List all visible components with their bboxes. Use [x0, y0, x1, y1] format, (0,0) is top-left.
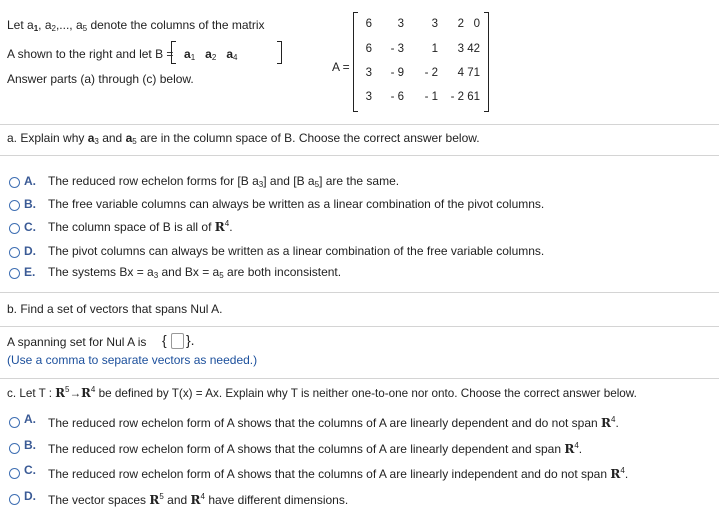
radio-c-option-c[interactable]: [9, 468, 20, 479]
matrix-cell: 1: [431, 43, 438, 55]
intro-text: ,..., a: [55, 18, 83, 32]
matrix-cell: 6: [365, 18, 372, 30]
space-symbol: R: [81, 386, 91, 400]
option-letter: E.: [24, 265, 36, 279]
space-symbol: R: [149, 493, 160, 507]
opt-text: The reduced row echelon form of A shows that the columns of A are linearly dependent and do not span: [48, 416, 598, 430]
open-brace: {: [162, 332, 167, 348]
opt-text: .: [578, 442, 583, 456]
opt-text: have different dimensions.: [208, 493, 349, 507]
sub: 5: [219, 271, 224, 280]
b-matrix-columns: [184, 47, 237, 61]
part-c-question: [7, 386, 637, 400]
radio-a-option-c[interactable]: [9, 223, 20, 234]
matrix-cell: 2: [457, 18, 464, 30]
q-text: and: [102, 131, 123, 145]
intro-text: A shown to the right and let B =: [7, 47, 174, 61]
sub: 5: [82, 24, 88, 33]
nul-a-answer-input[interactable]: [171, 333, 184, 349]
sup: 4: [200, 492, 205, 501]
sub: 5: [314, 180, 320, 189]
matrix-right-bracket: [484, 12, 489, 112]
q-text: are in the column space of B. Choose the correct answer below.: [140, 131, 480, 145]
opt-text: The reduced row echelon form of A shows that the columns of A are linearly independent and do not span: [48, 467, 608, 481]
sub: 2: [211, 53, 217, 62]
part-a-option-d[interactable]: The pivot columns can always be written as a linear combination of the free variable columns.: [48, 244, 545, 258]
intro-text: Let a: [7, 18, 34, 32]
matrix-cell: 71: [467, 67, 480, 79]
option-letter: C.: [24, 463, 36, 477]
space-symbol: R: [601, 416, 612, 430]
matrix-cell: - 1: [424, 91, 438, 103]
opt-text: The vector spaces: [48, 493, 147, 507]
opt-text: .: [615, 416, 619, 430]
option-letter: D.: [24, 244, 36, 258]
sup: 4: [574, 441, 579, 450]
opt-text: .: [624, 467, 629, 481]
intro-line-3: Answer parts (a) through (c) below.: [7, 72, 194, 86]
part-a-question: [7, 131, 480, 145]
sup: 4: [620, 466, 625, 475]
sub: 1: [33, 24, 39, 33]
sub: 3: [258, 180, 264, 189]
intro-line-1: [7, 18, 265, 32]
b-col: a: [205, 47, 212, 61]
radio-a-option-a[interactable]: [9, 177, 20, 188]
part-c-option-c[interactable]: [48, 467, 628, 481]
sup: 5: [65, 385, 70, 394]
opt-text: The column space of B is all of: [48, 220, 212, 234]
matrix-cell: - 6: [390, 91, 404, 103]
radio-a-option-d[interactable]: [9, 247, 20, 258]
close-brace: }.: [186, 332, 195, 348]
matrix-cell: 42: [467, 43, 480, 55]
option-letter: C.: [24, 220, 36, 234]
sub: 4: [233, 53, 238, 62]
b-left-bracket: [171, 41, 176, 64]
q-var: a: [87, 131, 95, 145]
space-symbol: R: [190, 493, 201, 507]
sup: 4: [224, 219, 230, 228]
radio-c-option-a[interactable]: [9, 417, 20, 428]
sub: 3: [153, 271, 159, 280]
radio-c-option-d[interactable]: [9, 494, 20, 505]
part-a-option-c[interactable]: [48, 220, 233, 234]
intro-line-2: [7, 47, 173, 61]
space-symbol: R: [55, 386, 66, 400]
matrix-cell: 3: [365, 91, 372, 103]
sub: 2: [51, 24, 56, 33]
opt-text: .: [229, 220, 233, 234]
matrix-cell: - 2: [424, 67, 438, 79]
part-c-option-b[interactable]: [48, 442, 582, 456]
radio-a-option-b[interactable]: [9, 200, 20, 211]
arrow-icon: →: [69, 387, 82, 400]
matrix-label: A =: [332, 60, 350, 74]
part-b-question: b. Find a set of vectors that spans Nul A.: [7, 302, 223, 316]
b-right-bracket: [277, 41, 282, 64]
sup: 5: [159, 492, 164, 501]
divider: [0, 326, 719, 327]
divider: [0, 292, 719, 293]
option-letter: B.: [24, 438, 36, 452]
matrix-cell: 0: [473, 18, 480, 30]
option-letter: A.: [24, 412, 36, 426]
divider: [0, 124, 719, 125]
matrix-cell: - 9: [390, 67, 404, 79]
divider: [0, 378, 719, 379]
option-letter: D.: [24, 489, 36, 503]
space-symbol: R: [214, 220, 225, 234]
q-text: a. Explain why: [7, 131, 85, 145]
sup: 4: [90, 385, 96, 394]
b-col: a: [226, 47, 233, 61]
b-col: a: [184, 47, 191, 61]
matrix-cell: - 2: [450, 91, 464, 103]
opt-text: The reduced row echelon form of A shows that the columns of A are linearly dependent and span: [48, 442, 561, 456]
sup: 4: [611, 415, 616, 424]
q-text: be defined by T(x) = Ax. Explain why T is neither one-to-one nor onto. Choose the correct answer below.: [98, 387, 637, 400]
part-a-option-e[interactable]: [48, 265, 341, 279]
option-letter: A.: [24, 174, 36, 188]
matrix-cell: 3: [397, 18, 404, 30]
opt-text: and: [167, 493, 188, 507]
q-var: a: [125, 131, 133, 145]
opt-text: ] and [B a: [263, 174, 315, 188]
sub: 3: [94, 137, 99, 146]
matrix-cell: 3: [431, 18, 438, 30]
opt-text: The systems Bx = a: [48, 265, 154, 279]
opt-text: are both inconsistent.: [227, 265, 342, 279]
divider: [0, 155, 719, 156]
space-symbol: R: [564, 442, 575, 456]
radio-c-option-b[interactable]: [9, 443, 20, 454]
sub: 5: [132, 137, 137, 146]
part-b-answer-label: A spanning set for Nul A is: [7, 335, 147, 349]
intro-text: , a: [38, 18, 52, 32]
matrix-cell: 61: [467, 91, 480, 103]
space-symbol: R: [610, 467, 621, 481]
opt-text: ] are the same.: [319, 174, 400, 188]
matrix-cell: - 3: [390, 43, 404, 55]
part-b-hint: (Use a comma to separate vectors as needed.): [7, 353, 258, 367]
opt-text: and Bx = a: [161, 265, 220, 279]
intro-text: denote the columns of the matrix: [90, 18, 265, 32]
matrix-cell: 4: [457, 67, 464, 79]
part-c-option-a[interactable]: [48, 416, 619, 430]
part-a-option-b[interactable]: The free variable columns can always be written as a linear combination of the pivot columns.: [48, 197, 545, 211]
part-c-option-d[interactable]: [48, 493, 348, 507]
matrix-cell: 3: [365, 67, 372, 79]
option-letter: B.: [24, 197, 36, 211]
matrix-cell: 3: [457, 43, 464, 55]
matrix-cell: 6: [365, 43, 372, 55]
sub: 1: [190, 53, 196, 62]
part-a-option-a[interactable]: [48, 174, 399, 188]
q-text: c. Let T :: [7, 387, 53, 400]
opt-text: The reduced row echelon forms for [B a: [48, 174, 259, 188]
radio-a-option-e[interactable]: [9, 268, 20, 279]
